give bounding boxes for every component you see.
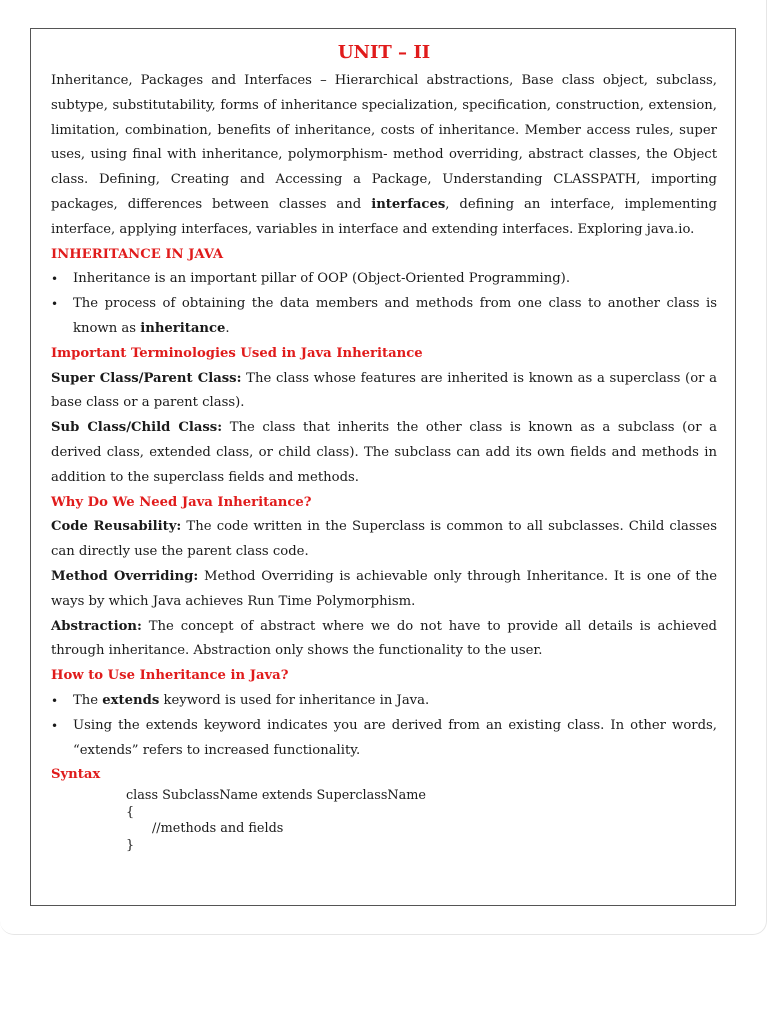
abstraction-paragraph <box>51 615 717 665</box>
code-line: } <box>126 837 135 853</box>
code-line: { <box>126 804 135 820</box>
code-reusability-label: Code Reusability: <box>51 519 182 535</box>
code-line: //methods and fields <box>152 821 284 837</box>
heading-why-inheritance: Why Do We Need Java Inheritance? <box>51 494 312 510</box>
inheritance-bullets <box>51 267 717 341</box>
syntax-code-block <box>51 788 717 854</box>
bullet-dot: • <box>51 297 59 312</box>
bullet-end: . <box>225 320 230 336</box>
intro-text-2: , defining an interface, implementing interface, applying interfaces, variables in interface and extending interfaces. Exploring java.io. <box>51 196 717 237</box>
intro-text-1: Inheritance, Packages and Interfaces – Hierarchical abstractions, Base class object, subclass, subtype, substitutability, forms of inheritance specialization, specification, construction, extension, limitation, combination, benefits of inheritance, costs of inheritance. Member access rules, super uses, using final with inheritance, polymorphism- method overriding, abstract classes, the Object class. Defining, Creating and Accessing a Package, Understanding CLASSPATH, importing packages, differences between classes and <box>51 73 717 212</box>
bullet-text: Using the extends keyword indicates you are derived from an existing class. In other words, “extends” refers to increased functionality. <box>73 717 717 758</box>
bullet-text: The process of obtaining the data members and methods from one class to another class is known as <box>73 296 717 336</box>
page-content <box>51 40 717 854</box>
bullet-text: The <box>73 692 103 708</box>
code-line: class SubclassName extends SuperclassName <box>126 788 426 804</box>
bullet-text: Inheritance is an important pillar of OOP (Object-Oriented Programming). <box>73 271 571 287</box>
bullet-item <box>51 689 717 714</box>
bullet-bold-inheritance: inheritance <box>140 320 226 336</box>
method-overriding-label: Method Overriding: <box>51 568 199 584</box>
super-class-paragraph <box>51 367 717 417</box>
heading-terminologies: Important Terminologies Used in Java Inheritance <box>51 345 423 361</box>
how-to-bullets <box>51 689 717 763</box>
sub-class-text: The class that inherits the other class is known as a subclass (or a derived class, extended class, or child class). The subclass can add its own fields and methods in addition to the superclass fields and methods. <box>51 420 717 485</box>
sub-class-label: Sub Class/Child Class: <box>51 420 223 436</box>
abstraction-text: The concept of abstract where we do not have to provide all details is achieved through inheritance. Abstraction only shows the functionality to the user. <box>51 618 717 659</box>
bullet-item <box>51 267 717 292</box>
super-class-text: The class whose features are inherited is known as a superclass (or a base class or a parent class). <box>51 370 717 411</box>
method-overriding-paragraph <box>51 565 717 615</box>
intro-paragraph <box>51 69 717 243</box>
heading-inheritance-in-java: INHERITANCE IN JAVA <box>51 246 224 262</box>
bullet-text: keyword is used for inheritance in Java. <box>159 692 430 708</box>
heading-syntax: Syntax <box>51 767 101 783</box>
bullet-dot: • <box>51 718 59 733</box>
code-reusability-paragraph <box>51 515 717 565</box>
sub-class-paragraph <box>51 416 717 490</box>
bullet-item <box>51 292 717 342</box>
super-class-label: Super Class/Parent Class: <box>51 370 242 386</box>
method-overriding-text: Method Overriding is achievable only through Inheritance. It is one of the ways by which Java achieves Run Time Polymorphism. <box>51 568 717 609</box>
abstraction-label: Abstraction: <box>51 618 142 634</box>
bullet-bold-extends: extends <box>102 692 160 708</box>
intro-bold-interfaces: interfaces <box>371 196 446 212</box>
bullet-dot: • <box>51 272 59 287</box>
bullet-dot: • <box>51 693 59 708</box>
heading-how-to-use: How to Use Inheritance in Java? <box>51 668 289 684</box>
code-reusability-text: The code written in the Superclass is common to all subclasses. Child classes can directly use the parent class code. <box>51 519 718 560</box>
bullet-item <box>51 714 717 764</box>
page-title: UNIT – II <box>337 42 431 63</box>
